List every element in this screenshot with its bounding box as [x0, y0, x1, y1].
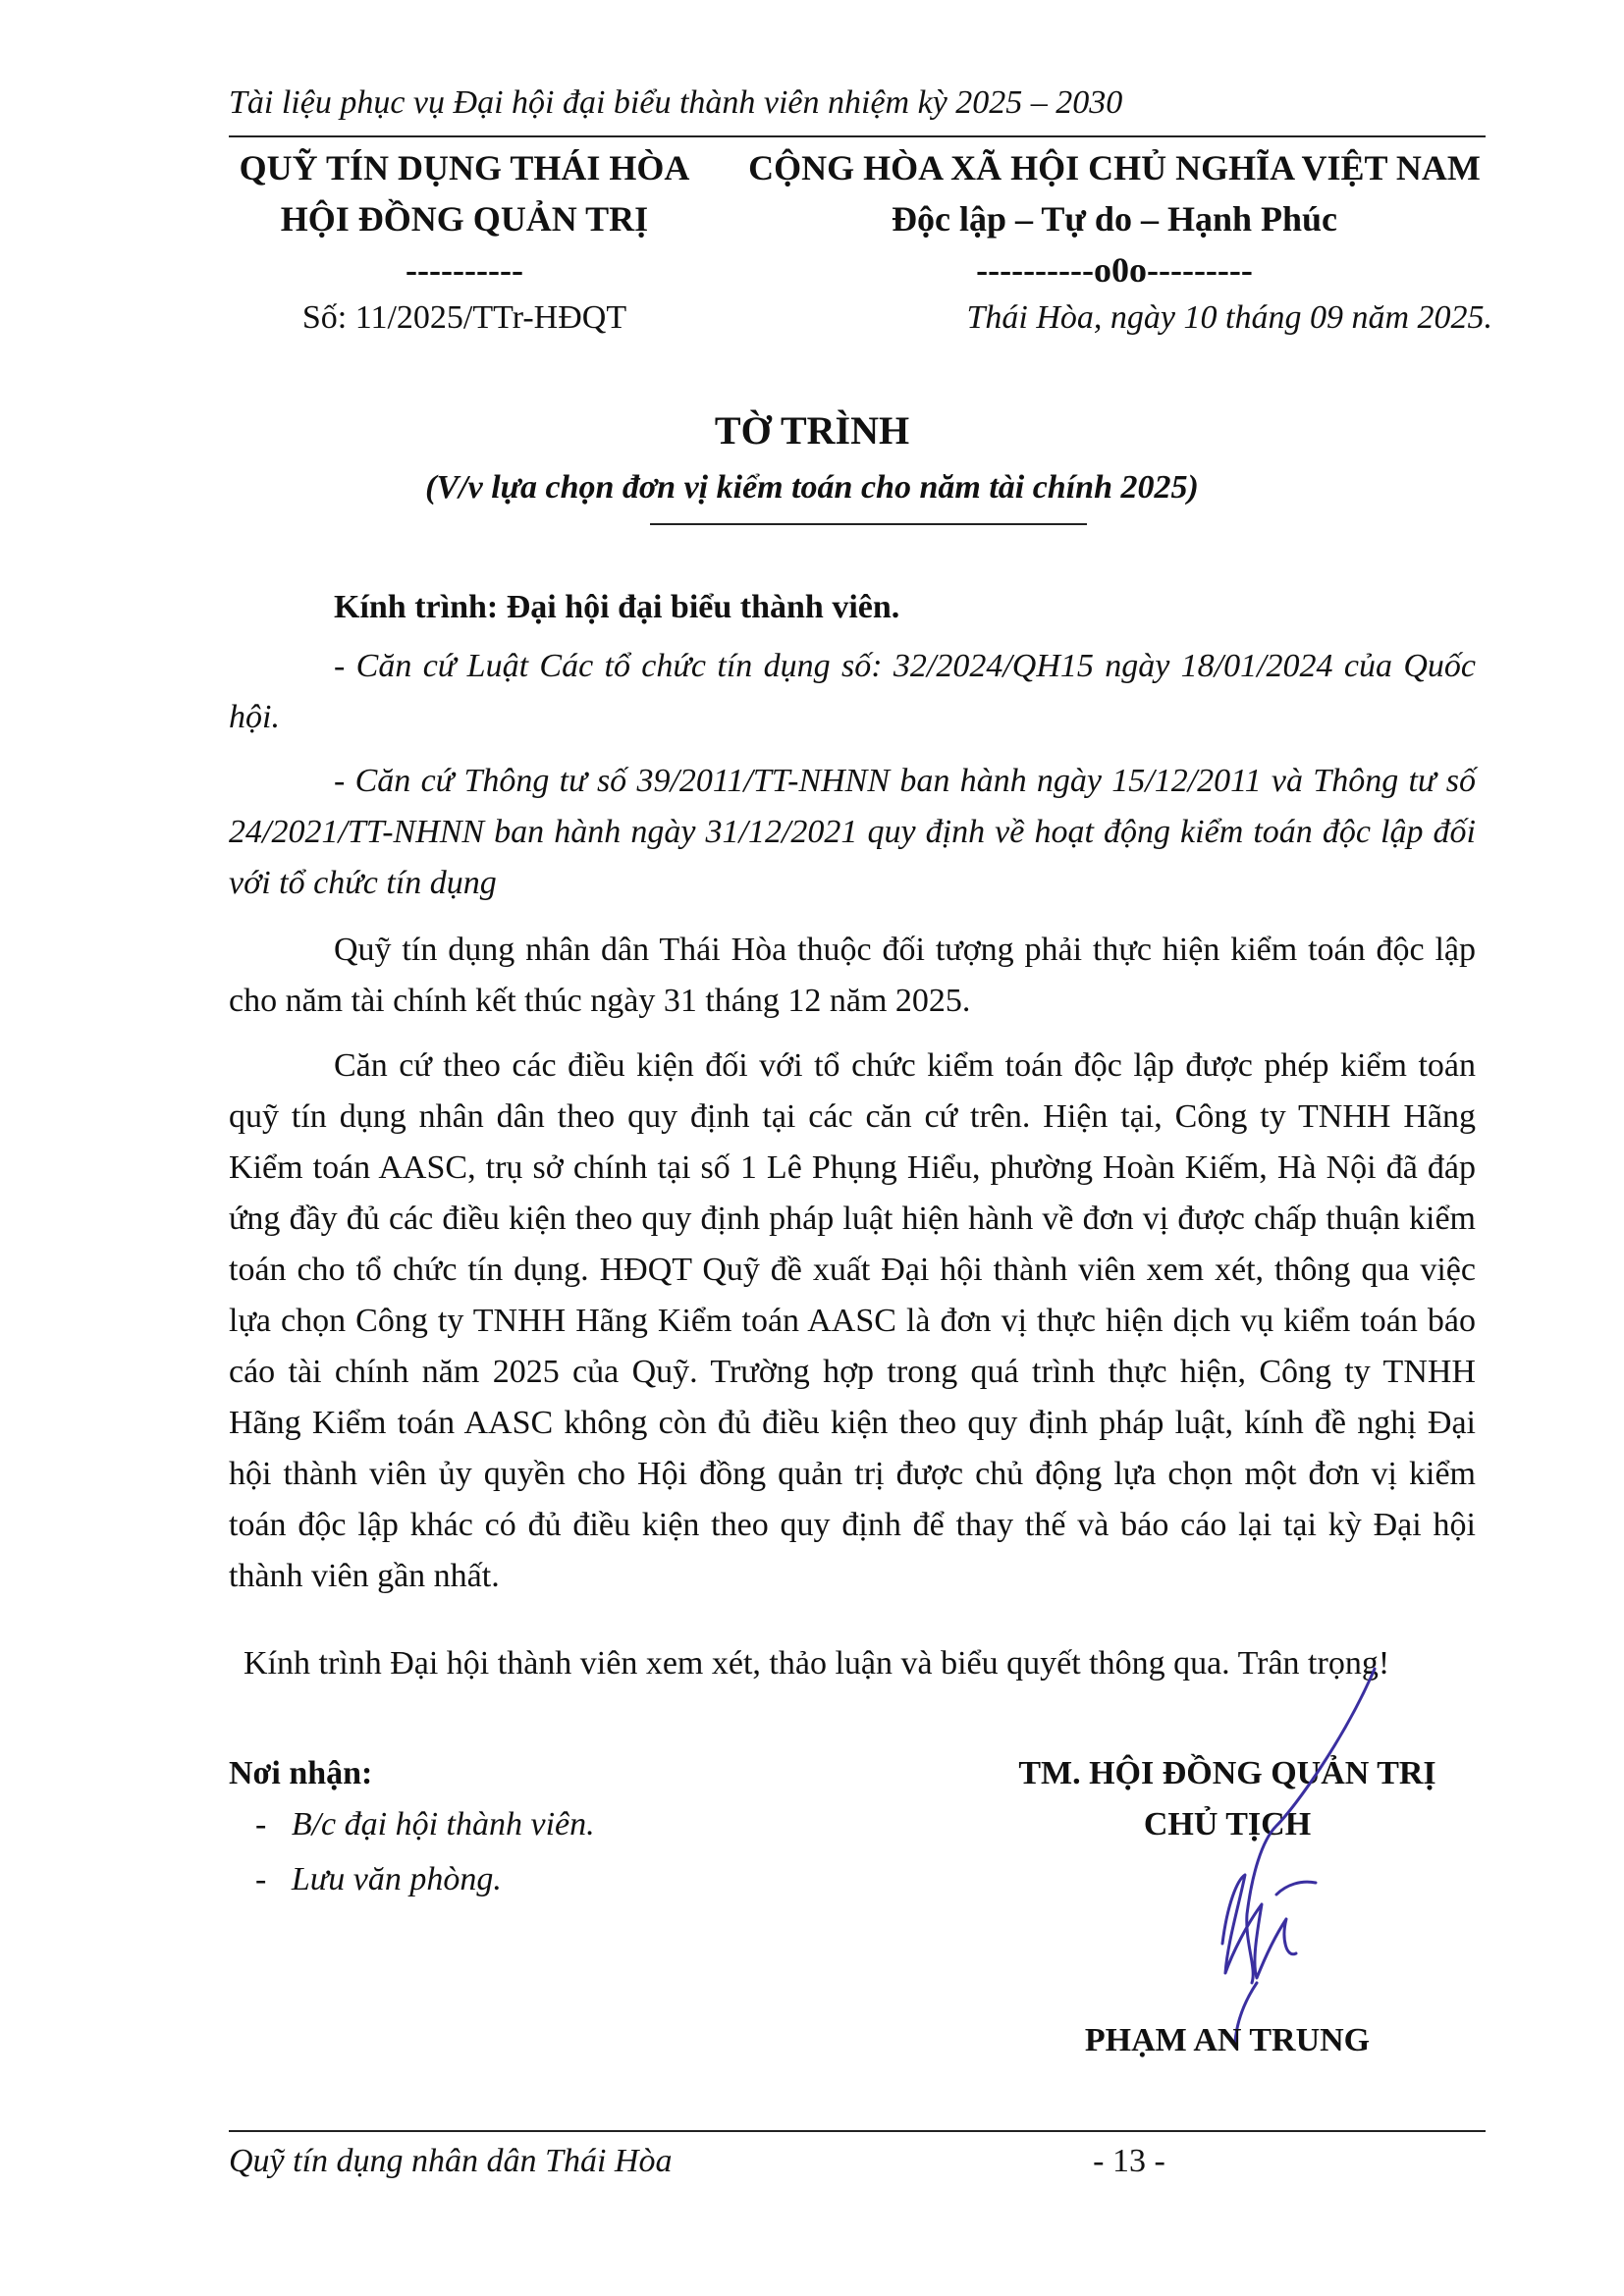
recipient-item — [255, 1861, 502, 1898]
signature-position: CHỦ TỊCH — [1143, 1806, 1312, 1842]
recipients-label: Nơi nhận: — [229, 1755, 373, 1791]
title-rule — [650, 523, 1087, 525]
org-board: HỘI ĐỒNG QUẢN TRỊ — [280, 199, 649, 239]
list-dash: - — [255, 1806, 292, 1842]
org-name: QUỸ TÍN DỤNG THÁI HÒA — [239, 148, 690, 187]
signature-stroke — [1222, 1875, 1296, 1978]
signature-on-behalf: TM. HỘI ĐỒNG QUẢN TRỊ — [1018, 1755, 1436, 1791]
document-subtitle: (V/v lựa chọn đơn vị kiểm toán cho năm tài chính 2025) — [425, 469, 1199, 506]
handwritten-signature — [1129, 1659, 1384, 2052]
footer-org: Quỹ tín dụng nhân dân Thái Hòa — [229, 2143, 673, 2179]
nation-motto: Độc lập – Tự do – Hạnh Phúc — [891, 199, 1338, 239]
paragraph-1: Quỹ tín dụng nhân dân Thái Hòa thuộc đối tượng phải thực hiện kiểm toán độc lập cho năm tài chính kết thúc ngày 31 tháng 12 năm 2025. — [229, 932, 1476, 1019]
document-number: Số: 11/2025/TTr-HĐQT — [301, 299, 627, 336]
addressee: Kính trình: Đại hội đại biểu thành viên. — [334, 589, 900, 625]
signature-stroke — [1276, 1882, 1316, 1895]
footer-rule — [229, 2130, 1486, 2132]
page-number: - 13 - — [1093, 2143, 1165, 2179]
recipient-text: B/c đại hội thành viên. — [291, 1806, 595, 1842]
org-dashes: ---------- — [406, 250, 523, 290]
page-header: Tài liệu phục vụ Đại hội đại biểu thành viên nhiệm kỳ 2025 – 2030 — [229, 84, 1123, 121]
closing-line: Kính trình Đại hội thành viên xem xét, thảo luận và biểu quyết thông qua. Trân trọng! — [244, 1645, 1390, 1682]
legal-basis-2: - Căn cứ Thông tư số 39/2011/TT-NHNN ban hành ngày 15/12/2011 và Thông tư số 24/2021/TT-NHNN ban hành ngày 31/12/2021 quy định về hoạt động kiểm toán độc lập đối với tổ chức tín dụng — [229, 763, 1476, 901]
signer-name: PHẠM AN TRUNG — [1084, 2022, 1371, 2058]
nation-name: CỘNG HÒA XÃ HỘI CHỦ NGHĨA VIỆT NAM — [748, 148, 1481, 187]
document-title: TỜ TRÌNH — [714, 408, 910, 453]
recipient-item — [255, 1806, 595, 1843]
legal-basis-1: - Căn cứ Luật Các tổ chức tín dụng số: 32/2024/QH15 ngày 18/01/2024 của Quốc hội. — [229, 648, 1476, 735]
header-rule — [229, 135, 1486, 137]
paragraph-2: Căn cứ theo các điều kiện đối với tổ chức kiểm toán độc lập được phép kiểm toán quỹ tín dụng nhân dân theo quy định tại các căn cứ trên. Hiện tại, Công ty TNHH Hãng Kiểm toán AASC, trụ sở chính tại số 1 Lê Phụng Hiểu, phường Hoàn Kiếm, Hà Nội đã đáp ứng đầy đủ các điều kiện theo quy định pháp luật hiện hành về đơn vị được chấp thuận kiểm toán cho tổ chức tín dụng. HĐQT Quỹ đề xuất Đại hội thành viên xem xét, thông qua việc lựa chọn Công ty TNHH Hãng Kiểm toán AASC là đơn vị thực hiện dịch vụ kiểm toán báo cáo tài chính năm 2025 của Quỹ. Trường hợp trong quá trình thực hiện, Công ty TNHH Hãng Kiểm toán AASC không còn đủ điều kiện theo quy định pháp luật, kính đề nghị Đại hội thành viên ủy quyền cho Hội đồng quản trị được chủ động lựa chọn một đơn vị kiểm toán độc lập khác có đủ điều kiện theo quy định để thay thế và báo cáo lại tại kỳ Đại hội thành viên gần nhất. — [229, 1047, 1476, 1594]
document-date: Thái Hòa, ngày 10 tháng 09 năm 2025. — [966, 299, 1492, 336]
recipient-text: Lưu văn phòng. — [291, 1861, 502, 1897]
signature-stroke — [1247, 1669, 1375, 1983]
nation-dashes: ----------o0o--------- — [976, 250, 1253, 290]
list-dash: - — [255, 1861, 292, 1897]
